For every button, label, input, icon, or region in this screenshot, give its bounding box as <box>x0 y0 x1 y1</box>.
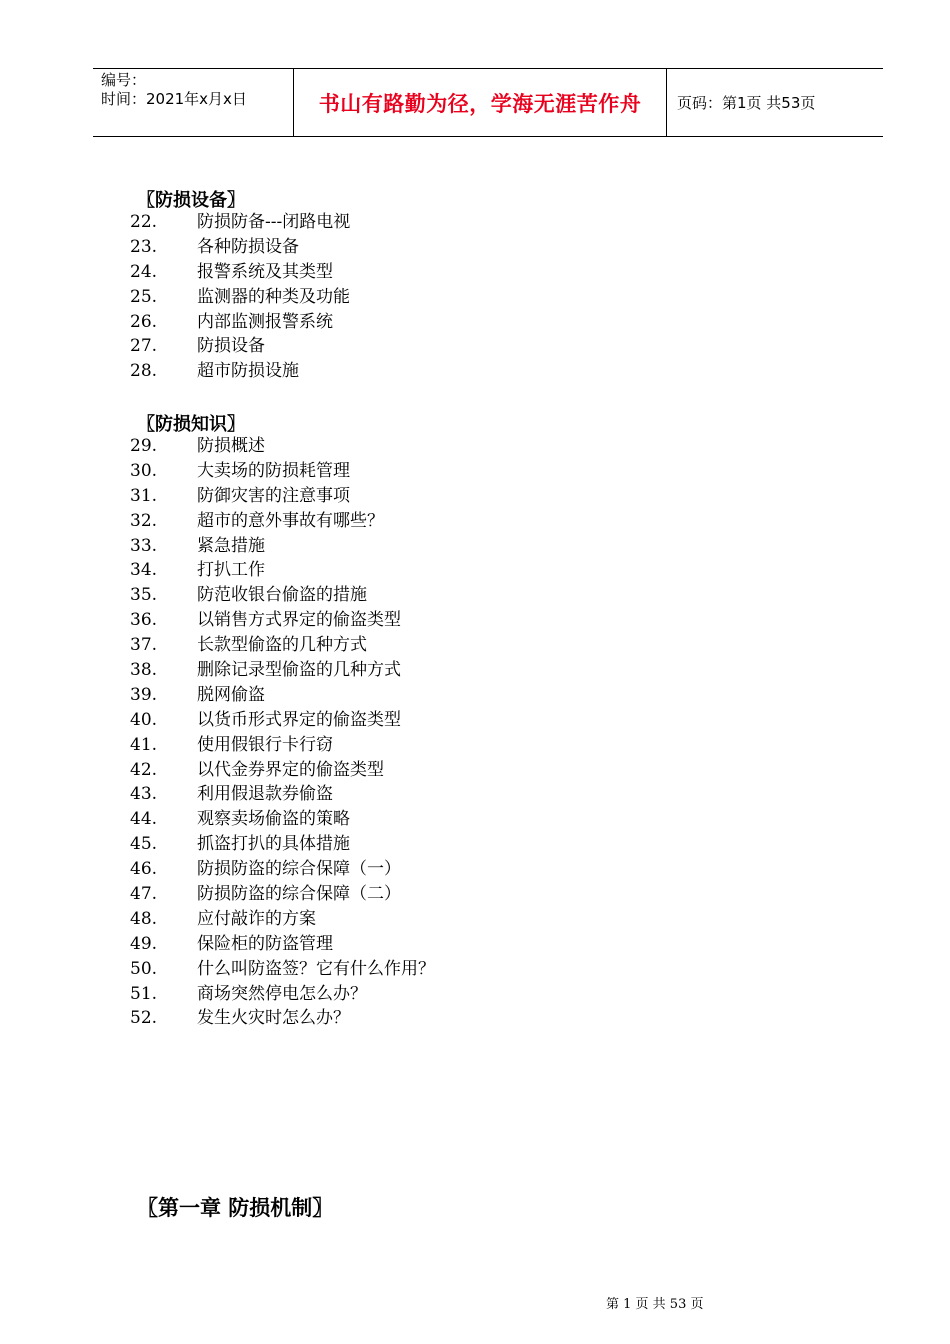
section-title-knowledge: 〖防损知识〗 <box>137 414 245 435</box>
list-item: 32. 超市的意外事故有哪些？ <box>130 510 384 531</box>
list-item: 24. 报警系统及其类型 <box>130 261 333 282</box>
list-item: 36. 以销售方式界定的偷盗类型 <box>130 610 401 631</box>
section-title-equipment: 〖防损设备〗 <box>137 190 245 211</box>
header-page-info: 页码：第1页 共53页 <box>677 94 816 112</box>
list-item: 42. 以代金券界定的偷盗类型 <box>130 759 384 780</box>
list-item: 35. 防范收银台偷盗的措施 <box>130 585 367 606</box>
list-item: 44. 观察卖场偷盗的策略 <box>130 809 350 830</box>
list-item: 49. 保险柜的防盗管理 <box>130 933 333 954</box>
list-item: 29. 防损概述 <box>130 436 265 456</box>
list-item: 46. 防损防盗的综合保障（一） <box>130 859 401 880</box>
header-motto-cell <box>294 69 667 136</box>
list-item: 50. 什么叫防盗签？它有什么作用？ <box>130 958 435 979</box>
page-footer: 第 1 页 共 53 页 <box>606 1297 704 1312</box>
time-label: 时间：2021年x月x日 <box>101 90 247 108</box>
list-item: 31. 防御灾害的注意事项 <box>130 485 350 506</box>
list-item: 33. 紧急措施 <box>130 535 265 556</box>
list-item: 30. 大卖场的防损耗管理 <box>130 460 350 481</box>
list-item: 22. 防损防备---闭路电视 <box>130 212 351 232</box>
list-item: 23. 各种防损设备 <box>130 236 299 257</box>
list-item: 48. 应付敲诈的方案 <box>130 908 316 929</box>
list-item: 28. 超市防损设施 <box>130 361 299 382</box>
list-item: 37. 长款型偷盗的几种方式 <box>130 635 367 656</box>
list-item: 40. 以货币形式界定的偷盗类型 <box>130 709 401 730</box>
list-item: 47. 防损防盗的综合保障（二） <box>130 884 401 905</box>
serial-label: 编号： <box>101 71 147 89</box>
chapter-title: 〖第一章 防损机制〗 <box>137 1196 334 1220</box>
list-item: 51. 商场突然停电怎么办？ <box>130 983 367 1004</box>
list-item: 41. 使用假银行卡行窃 <box>130 734 333 755</box>
list-item: 25. 监测器的种类及功能 <box>130 286 350 307</box>
list-item: 27. 防损设备 <box>130 336 265 357</box>
list-item: 34. 打扒工作 <box>130 560 265 581</box>
equipment-list <box>130 210 350 384</box>
page-header <box>93 68 883 137</box>
list-item: 52. 发生火灾时怎么办？ <box>130 1008 350 1029</box>
motto: 书山有路勤为径，学海无涯苦作舟 <box>318 91 642 116</box>
list-item: 43. 利用假退款券偷盗 <box>130 784 333 805</box>
header-meta <box>93 69 294 136</box>
list-item: 26. 内部监测报警系统 <box>130 311 333 332</box>
list-item: 45. 抓盗打扒的具体措施 <box>130 834 350 855</box>
list-item: 38. 删除记录型偷盗的几种方式 <box>130 660 401 681</box>
list-item: 39. 脱网偷盗 <box>130 684 265 705</box>
knowledge-list <box>130 434 435 1031</box>
